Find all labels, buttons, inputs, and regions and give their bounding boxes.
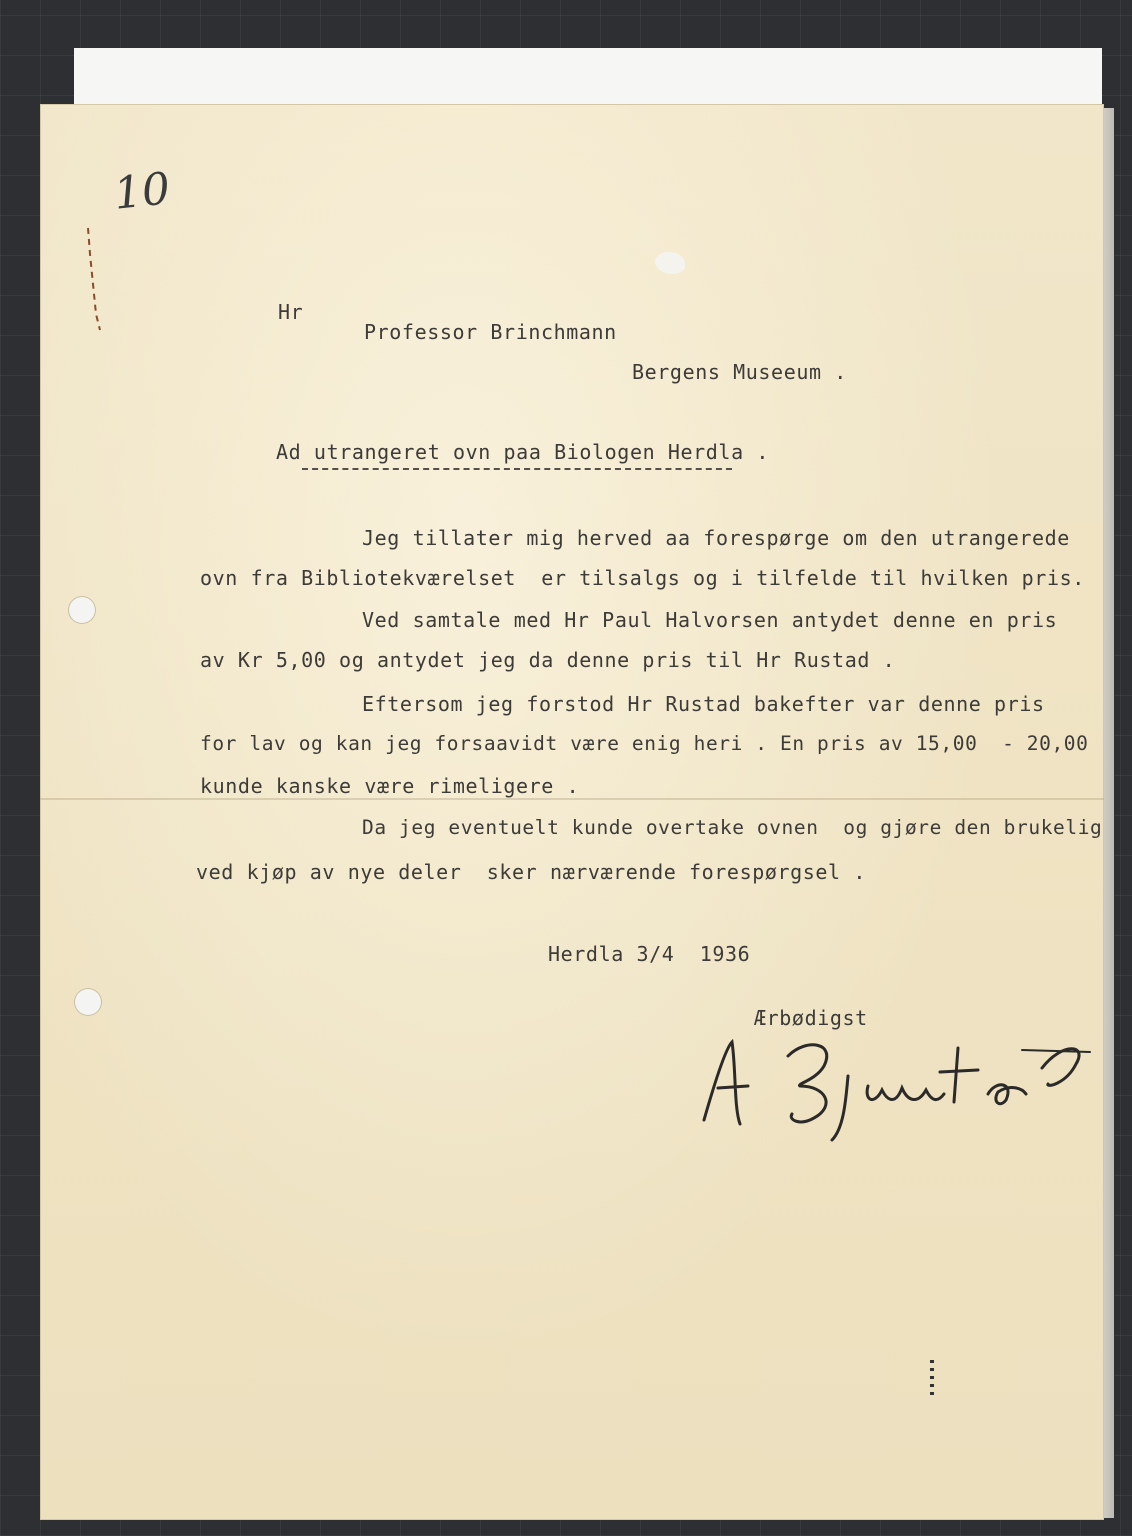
recipient-name: Professor Brinchmann — [364, 320, 617, 344]
body-line: Jeg tillater mig herved aa forespørge om den utrangerede — [362, 526, 1070, 550]
punch-hole-bottom — [74, 988, 102, 1016]
letter-page — [40, 104, 1104, 1520]
recipient-institution: Bergens Museeum . — [632, 360, 847, 384]
body-line: Da jeg eventuelt kunde overtake ovnen og gjøre den brukelig — [362, 816, 1103, 839]
body-line: ovn fra Bibliotekværelset er tilsalgs og i tilfelde til hvilken pris. — [200, 566, 1085, 590]
body-line: Ved samtale med Hr Paul Halvorsen antydet denne en pris — [362, 608, 1058, 632]
torn-spot — [655, 252, 685, 274]
body-line: Eftersom jeg forstod Hr Rustad bakefter var denne pris — [362, 692, 1045, 716]
body-line: for lav og kan jeg forsaavidt være enig heri . En pris av 15,00 - 20,00 — [200, 732, 1089, 755]
place-date: Herdla 3/4 1936 — [548, 942, 751, 966]
body-line: ved kjøp av nye deler sker nærværende forespørgsel . — [196, 860, 866, 884]
subject-underline — [302, 468, 732, 470]
fold-line — [40, 798, 1104, 800]
pencil-dots — [930, 1360, 934, 1400]
pencil-number: 10 — [111, 163, 173, 220]
punch-hole-top — [68, 596, 96, 624]
signature — [696, 1028, 1106, 1148]
subject-line: Ad utrangeret ovn paa Biologen Herdla . — [276, 440, 769, 464]
closing: Ærbødigst — [754, 1006, 868, 1030]
salutation: Hr — [278, 300, 304, 324]
body-line: kunde kanske være rimeligere . — [200, 774, 580, 798]
margin-stain — [84, 224, 104, 334]
body-line: av Kr 5,00 og antydet jeg da denne pris til Hr Rustad . — [200, 648, 896, 672]
